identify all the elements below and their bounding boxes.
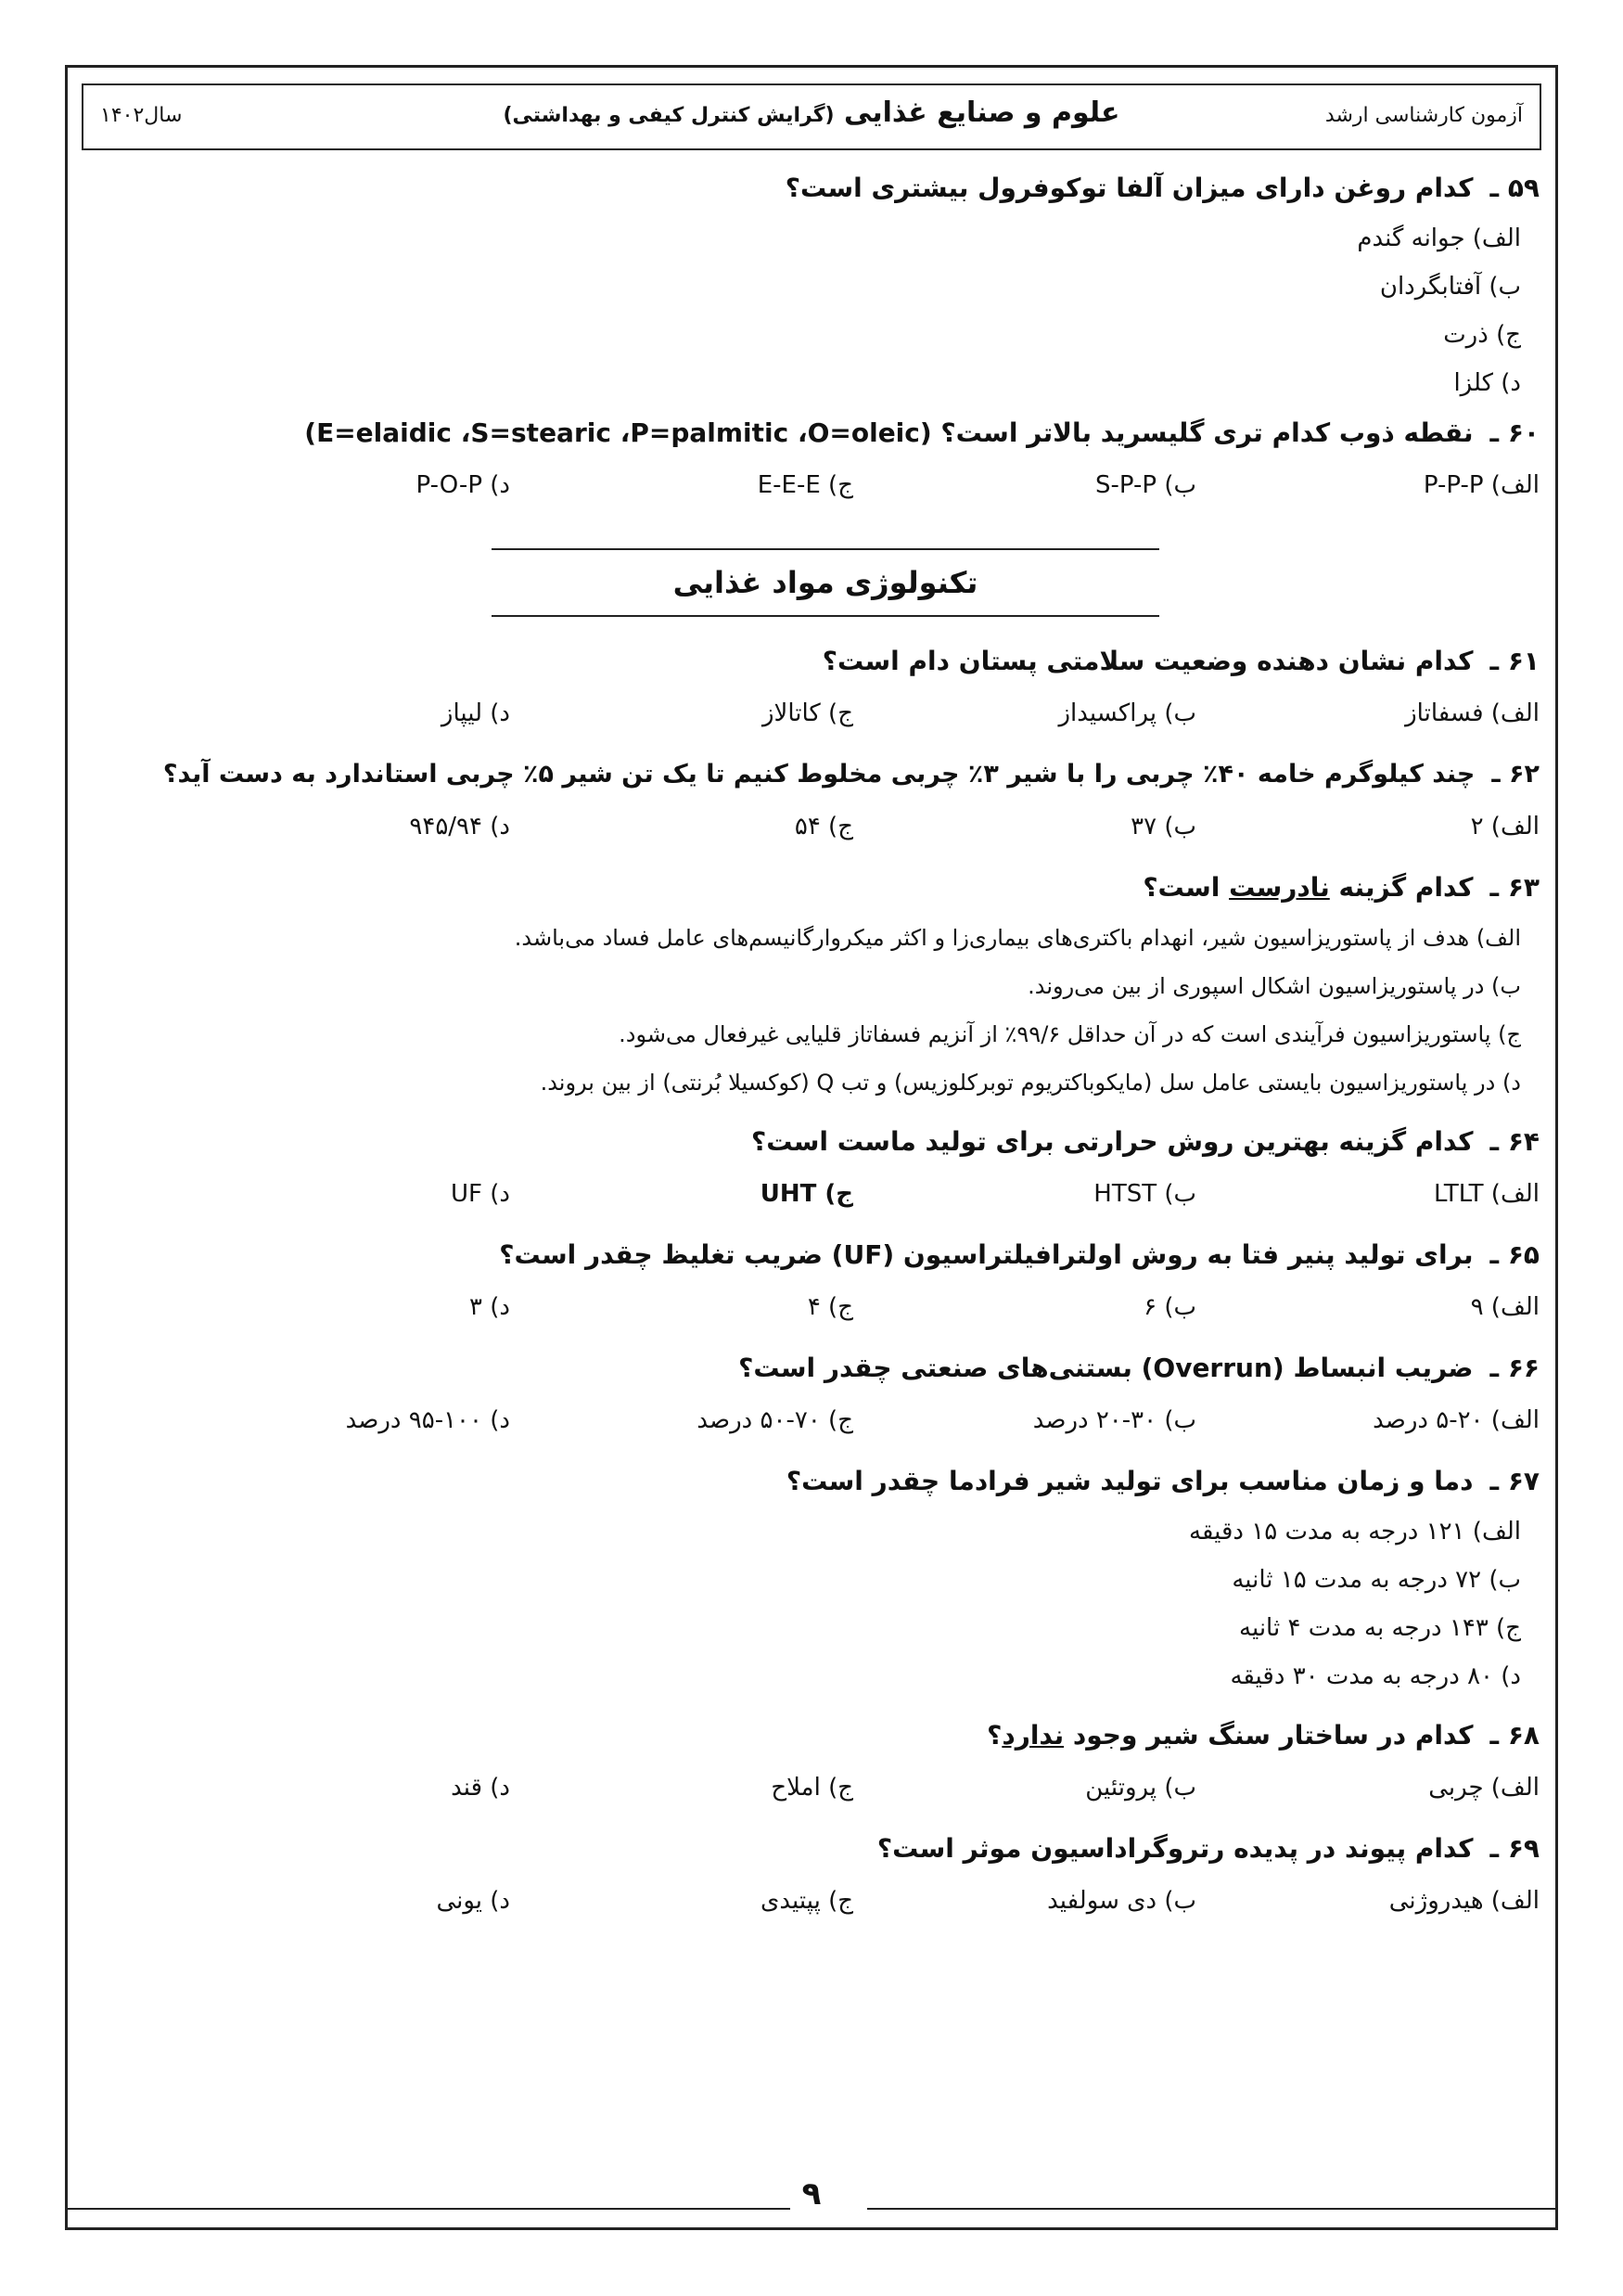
question-title [111, 1229, 1540, 1281]
option[interactable]: الف) ۱۲۱ درجه به مدت ۱۵ دقیقه [1189, 1518, 1521, 1546]
option[interactable]: د) ۳ [469, 1293, 510, 1321]
options-list [111, 914, 1540, 1107]
option[interactable]: د) در پاستوریزاسیون بایستی عامل سل (مایکوباکتریوم توبرکلوزیس) و تب Q (کوکسیلا بُرنتی) از بین بروند. [540, 1070, 1521, 1096]
option[interactable]: ب) ۶ [1144, 1293, 1196, 1321]
question-text: دما و زمان مناسب برای تولید شیر فرادما چقدر است؟ [786, 1466, 1474, 1496]
question-69 [111, 1823, 1540, 1927]
option[interactable]: ج) ۱۴۳ درجه به مدت ۴ ثانیه [1239, 1614, 1521, 1642]
question-67 [111, 1456, 1540, 1700]
page-header [82, 83, 1541, 150]
option[interactable]: د) ۸۰ درجه به مدت ۳۰ دقیقه [1230, 1662, 1521, 1690]
question-title [111, 1710, 1540, 1762]
question-number: ۶۵ ـ [1489, 1239, 1540, 1270]
option[interactable]: ج) پاستوریزاسیون فرآیندی است که در آن حداقل ۹۹/۶٪ از آنزیم فسفاتاز قلیایی غیرفعال می‌شود. [619, 1021, 1521, 1047]
question-60 [111, 407, 1540, 511]
question-number: ۶۸ ـ [1489, 1720, 1540, 1751]
option[interactable]: الف) جوانه گندم [1357, 224, 1521, 252]
option[interactable]: ب) ۷۲ درجه به مدت ۱۵ ثانیه [1232, 1566, 1521, 1594]
question-62 [111, 749, 1540, 853]
page-number: ۹ [801, 2175, 822, 2213]
question-68 [111, 1710, 1540, 1814]
option[interactable]: ج) ۴ [807, 1293, 853, 1321]
question-title [111, 1823, 1540, 1875]
option[interactable]: الف) ۹ [1470, 1293, 1540, 1321]
question-text-start: کدام گزینه [1329, 872, 1474, 903]
question-number: ۶۲ ـ [1491, 760, 1540, 789]
question-text-end: است؟ [1143, 872, 1230, 903]
options-row [111, 687, 1540, 739]
option[interactable]: ب) پروتئین [1085, 1774, 1196, 1802]
question-text-emphasis: نادرست [1229, 872, 1330, 903]
question-title [111, 1456, 1540, 1507]
options-row [111, 1394, 1540, 1446]
options-row [111, 801, 1540, 853]
option[interactable]: ب) HTST [1093, 1180, 1196, 1208]
question-number: ۶۳ ـ [1489, 872, 1540, 903]
options-row [111, 1875, 1540, 1927]
question-text: ضریب انبساط (Overrun) بستنی‌های صنعتی چقدر است؟ [738, 1353, 1474, 1383]
exam-name: آزمون کارشناسی ارشد [1324, 104, 1523, 127]
option[interactable]: ج) UHT [760, 1180, 853, 1208]
exam-year: سال۱۴۰۲ [100, 104, 183, 127]
question-title [111, 407, 1540, 459]
option[interactable]: الف) ۲۰-۵ درصد [1373, 1406, 1540, 1434]
options-row [111, 1281, 1540, 1333]
options-list [111, 1507, 1540, 1700]
option[interactable]: د) لیپاز [441, 699, 510, 727]
question-number: ۶۶ ـ [1489, 1353, 1540, 1383]
option[interactable]: الف) فسفاتاز [1405, 699, 1540, 727]
option[interactable]: الف) هدف از پاستوریزاسیون شیر، انهدام باکتری‌های بیماری‌زا و اکثر میکروارگانیسم‌های عامل فساد می‌باشد. [514, 925, 1521, 951]
option[interactable]: د) ۹۴۵/۹۴ [409, 813, 510, 840]
option[interactable]: د) قند [451, 1774, 510, 1802]
question-text: کدام پیوند در پدیده رتروگراداسیون موثر است؟ [876, 1833, 1474, 1864]
options-row [111, 1762, 1540, 1814]
question-number: ۵۹ ـ [1489, 173, 1540, 203]
question-number: ۶۹ ـ [1489, 1833, 1540, 1864]
question-number: ۶۱ ـ [1489, 646, 1540, 676]
option[interactable]: ب) در پاستوریزاسیون اشکال اسپوری از بین می‌روند. [1028, 973, 1521, 999]
option[interactable]: د) P-O-P [415, 471, 510, 499]
option[interactable]: الف) LTLT [1433, 1180, 1540, 1208]
option[interactable]: الف) چربی [1428, 1774, 1540, 1802]
question-title [111, 749, 1540, 801]
question-text: برای تولید پنیر فتا به روش اولترافیلتراسیون (UF) ضریب تغلیظ چقدر است؟ [499, 1239, 1474, 1270]
question-text: کدام نشان دهنده وضعیت سلامتی پستان دام است؟ [822, 646, 1474, 676]
option[interactable]: د) یونی [436, 1887, 510, 1915]
question-text-end: ؟ [987, 1720, 1003, 1751]
option[interactable]: ب) دی سولفید [1047, 1887, 1196, 1915]
question-text: کدام گزینه بهترین روش حرارتی برای تولید ماست است؟ [751, 1126, 1474, 1157]
option[interactable]: ج) املاح [771, 1774, 853, 1802]
question-number: ۶۴ ـ [1489, 1126, 1540, 1157]
option[interactable]: ب) پراکسیداز [1058, 699, 1196, 727]
option[interactable]: الف) P-P-P [1423, 471, 1540, 499]
option[interactable]: ب) S-P-P [1095, 471, 1196, 499]
question-59 [111, 162, 1540, 407]
question-text: نقطه ذوب کدام تری گلیسرید بالاتر است؟ (E=elaidic ،S=stearic ،P=palmitic ،O=oleic) [304, 417, 1474, 448]
option[interactable]: ب) آفتابگردان [1379, 273, 1521, 301]
question-66 [111, 1342, 1540, 1446]
option[interactable]: ج) E-E-E [757, 471, 853, 499]
question-text-start: کدام در ساختار سنگ شیر وجود [1064, 1720, 1474, 1751]
option[interactable]: ج) پپتیدی [760, 1887, 853, 1915]
question-63 [111, 862, 1540, 1107]
option[interactable]: د) ۱۰۰-۹۵ درصد [345, 1406, 510, 1434]
questions-content [111, 162, 1540, 1927]
exam-title [83, 96, 1540, 129]
question-text-emphasis: ندارد [1002, 1720, 1065, 1751]
question-title [111, 1342, 1540, 1394]
option[interactable]: ج) ذرت [1443, 321, 1521, 349]
option[interactable]: ب) ۳۰-۲۰ درصد [1032, 1406, 1196, 1434]
question-text: کدام روغن دارای میزان آلفا توکوفرول بیشتری است؟ [785, 173, 1474, 203]
option[interactable]: ب) ۳۷ [1131, 813, 1196, 840]
question-64 [111, 1116, 1540, 1220]
question-number: ۶۰ ـ [1489, 417, 1540, 448]
question-title [111, 1116, 1540, 1168]
question-title [111, 162, 1540, 214]
question-65 [111, 1229, 1540, 1333]
option[interactable]: د) کلزا [1453, 369, 1521, 397]
options-row [111, 1168, 1540, 1220]
option[interactable]: ج) کاتالاز [761, 699, 853, 727]
section-title: تکنولوژی مواد غذایی [492, 548, 1159, 617]
option[interactable]: ج) ۷۰-۵۰ درصد [696, 1406, 853, 1434]
exam-title-subtitle: (گرایش کنترل کیفی و بهداشتی) [503, 104, 835, 127]
option[interactable]: د) UF [451, 1180, 510, 1208]
question-number: ۶۷ ـ [1489, 1466, 1540, 1496]
option[interactable]: ج) ۵۴ [794, 813, 853, 840]
option[interactable]: الف) هیدروژنی [1388, 1887, 1540, 1915]
options-list [111, 214, 1540, 407]
question-title [111, 862, 1540, 914]
question-title [111, 635, 1540, 687]
question-61 [111, 635, 1540, 739]
option[interactable]: الف) ۲ [1470, 813, 1540, 840]
options-row [111, 459, 1540, 511]
exam-title-main: علوم و صنایع غذایی [844, 96, 1120, 129]
question-text: چند کیلوگرم خامه ۴۰٪ چربی را با شیر ۳٪ چربی مخلوط کنیم تا یک تن شیر ۵٪ چربی استاندارد به دست آید؟ [162, 760, 1476, 789]
